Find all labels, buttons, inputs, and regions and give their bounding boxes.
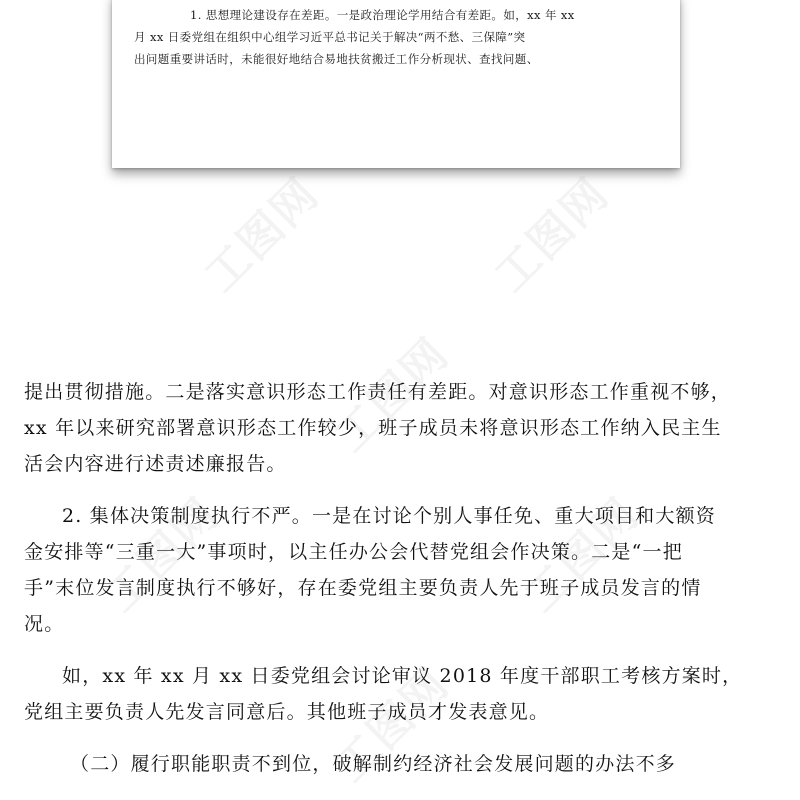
preview-text bbox=[134, 4, 658, 70]
body-line: 金安排等“三重一大”事项时，以主任办公会代替党组会作决策。二是“一把 bbox=[24, 541, 683, 563]
preview-line: 出问题重要讲话时，未能很好地结合易地扶贫搬迁工作分析现状、查找问题、 bbox=[134, 52, 539, 66]
body-line: 如，xx 年 xx 月 xx 日委党组会讨论审议 2018 年度干部职工考核方案时， bbox=[62, 665, 743, 687]
body-line: 党组主要负责人先发言同意后。其他班子成员才发表意见。 bbox=[24, 701, 550, 723]
preview-line: 1. 思想理论建设存在差距。一是政治理论学用结合有差距。如，xx 年 xx bbox=[190, 8, 575, 22]
body-line: 活会内容进行述责述廉报告。 bbox=[24, 453, 287, 475]
watermark: 工图网 bbox=[325, 328, 460, 463]
watermark: 工图网 bbox=[515, 488, 650, 623]
paragraph-example bbox=[24, 658, 776, 730]
watermark: 工图网 bbox=[195, 168, 330, 303]
preview-line: 月 xx 日委党组在组织中心组学习近平总书记关于解决“两不愁、三保障”突 bbox=[134, 30, 526, 44]
paragraph-ideology bbox=[24, 374, 776, 482]
watermark: 工图网 bbox=[485, 168, 620, 303]
watermark: 工图网 bbox=[325, 658, 460, 793]
body-line: 提出贯彻措施。二是落实意识形态工作责任有差距。对意识形态工作重视不够， bbox=[24, 381, 732, 403]
document-body bbox=[24, 374, 776, 782]
body-line: 手”末位发言制度执行不够好，存在委党组主要负责人先于班子成员发言的情 bbox=[24, 577, 702, 599]
body-line: xx 年以来研究部署意识形态工作较少，班子成员未将意识形态工作纳入民主生 bbox=[24, 417, 722, 439]
watermark: 工图网 bbox=[95, 488, 230, 623]
heading-line: （二）履行职能职责不到位，破解制约经济社会发展问题的办法不多 bbox=[70, 753, 677, 775]
section-heading bbox=[24, 746, 776, 782]
paragraph-collective-decision bbox=[24, 498, 776, 642]
document-preview-card bbox=[112, 0, 680, 168]
body-line: 况。 bbox=[24, 613, 65, 635]
body-line: 2. 集体决策制度执行不严。一是在讨论个别人事任免、重大项目和大额资 bbox=[62, 505, 716, 527]
